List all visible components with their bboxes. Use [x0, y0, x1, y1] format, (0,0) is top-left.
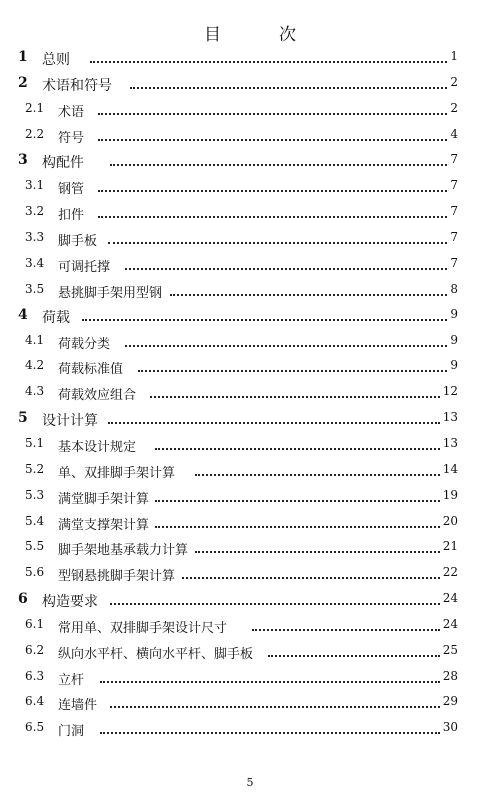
toc-entry-number: 5.1 [25, 436, 45, 450]
toc-entry-label: 门洞 [58, 724, 85, 739]
toc-entry-label: 术语和符号 [42, 78, 112, 94]
toc-entry-page: 29 [442, 694, 458, 708]
toc-entry-leader [82, 317, 447, 321]
toc-entry-label: 荷载标准值 [58, 362, 124, 377]
toc-entry-label: 满堂支撑架计算 [58, 518, 150, 533]
toc-entry-page: 21 [442, 539, 458, 553]
toc-entry-leader [130, 85, 447, 89]
toc-entry-page: 7 [450, 256, 458, 270]
toc-entry-number: 6.1 [25, 617, 45, 631]
toc-entry-leader [150, 394, 440, 398]
toc-entry [0, 49, 500, 69]
toc-entry-page: 20 [442, 514, 458, 528]
toc-entry-number: 6.5 [25, 720, 45, 734]
toc-entry-leader [170, 292, 447, 296]
toc-entry-label: 纵向水平杆、横向水平杆、脚手板 [58, 647, 254, 662]
toc-entry-label: 总则 [42, 52, 70, 68]
toc-entry-label: 扣件 [58, 208, 85, 223]
toc-entry-page: 28 [442, 669, 458, 683]
toc-entry-page: 12 [442, 384, 458, 398]
toc-entry-label: 悬挑脚手架用型钢 [58, 286, 163, 301]
toc-entry [0, 591, 500, 611]
toc-entry-number: 5.3 [25, 488, 45, 502]
toc-entry [0, 127, 500, 147]
toc-entry-label: 基本设计规定 [58, 440, 137, 455]
toc-entry-label: 荷载效应组合 [58, 388, 137, 403]
toc-title-part2: 次 [279, 25, 296, 45]
toc-entry-number: 6.3 [25, 669, 45, 683]
toc-entry-page: 2 [450, 101, 458, 115]
toc-entry-page: 1 [450, 49, 458, 63]
page-number: 5 [246, 776, 254, 789]
toc-entry [0, 256, 500, 276]
toc-entry-page: 19 [442, 488, 458, 502]
toc-entry-leader [268, 653, 440, 657]
toc-entry-page: 9 [450, 358, 458, 372]
toc-entry-leader [155, 524, 440, 528]
toc-entry [0, 307, 500, 327]
toc-entry-leader [90, 59, 447, 63]
toc-entry-page: 8 [450, 282, 458, 296]
toc-entry-number: 3 [18, 152, 28, 168]
toc-entry-page: 7 [450, 178, 458, 192]
toc-entry-number: 2.2 [25, 127, 45, 141]
toc-entry-number: 2 [18, 75, 28, 91]
toc-entry-label: 构造要求 [42, 594, 98, 610]
toc-entry-leader [100, 730, 440, 734]
toc-entry-number: 4.3 [25, 384, 45, 398]
toc-entry-leader [110, 601, 440, 605]
toc-entry [0, 384, 500, 404]
toc-entry-number: 5.6 [25, 565, 45, 579]
toc-entry-page: 24 [442, 591, 458, 605]
toc-entry-number: 5 [18, 410, 28, 426]
toc-entry-leader [98, 111, 447, 115]
toc-entry-leader [108, 420, 440, 424]
toc-entry-number: 5.5 [25, 539, 45, 553]
toc-entry [0, 410, 500, 430]
toc-entry-number: 2.1 [25, 101, 45, 115]
toc-entry-number: 4.2 [25, 358, 45, 372]
toc-entry-leader [108, 240, 447, 244]
toc-entry-label: 可调托撑 [58, 260, 111, 275]
toc-entry-number: 3.3 [25, 230, 45, 244]
toc-entry-page: 14 [442, 462, 458, 476]
toc-entry-number: 6 [18, 591, 28, 607]
toc-entry-leader [155, 446, 440, 450]
toc-entry-page: 2 [450, 75, 458, 89]
toc-entry-number: 4.1 [25, 333, 45, 347]
toc-entry-label: 符号 [58, 131, 85, 146]
toc-entry-leader [100, 679, 440, 683]
toc-entry-leader [125, 343, 447, 347]
toc-entry-page: 7 [450, 152, 458, 166]
toc-entry [0, 720, 500, 740]
toc-entry [0, 152, 500, 172]
toc-entry-label: 构配件 [42, 155, 84, 171]
toc-entry-page: 9 [450, 307, 458, 321]
toc-entry-number: 4 [18, 307, 28, 323]
toc-entry-leader [155, 498, 440, 502]
toc-entry [0, 204, 500, 224]
toc-entry-label: 钢管 [58, 182, 85, 197]
toc-entry-leader [110, 162, 447, 166]
toc-entry-leader [182, 575, 440, 579]
toc-entry-number: 3.2 [25, 204, 45, 218]
toc-entry-label: 连墙件 [58, 698, 98, 713]
toc-entry-leader [195, 472, 440, 476]
toc-entry [0, 539, 500, 559]
toc-entry-number: 5.4 [25, 514, 45, 528]
toc-entry [0, 643, 500, 663]
toc-entry-label: 荷载分类 [58, 337, 111, 352]
toc-entry-number: 3.4 [25, 256, 45, 270]
toc-entry [0, 514, 500, 534]
toc-entry-number: 3.5 [25, 282, 45, 296]
toc-entry [0, 358, 500, 378]
toc-entry [0, 75, 500, 95]
toc-entry-page: 24 [442, 617, 458, 631]
toc-entry-leader [98, 214, 447, 218]
toc-entry [0, 333, 500, 353]
toc-entry-label: 单、双排脚手架计算 [58, 466, 176, 481]
toc-entry-page: 13 [442, 436, 458, 450]
toc-entry-label: 常用单、双排脚手架设计尺寸 [58, 621, 228, 636]
toc-entry-number: 5.2 [25, 462, 45, 476]
toc-entry-number: 3.1 [25, 178, 45, 192]
toc-entry-page: 4 [450, 127, 458, 141]
toc-entry [0, 282, 500, 302]
toc-entry [0, 669, 500, 689]
toc-entry [0, 462, 500, 482]
toc-entry-label: 荷载 [42, 310, 70, 326]
toc-entry-leader [110, 704, 440, 708]
toc-entry-leader [252, 627, 440, 631]
toc-entry-label: 脚手架地基承载力计算 [58, 543, 189, 558]
toc-entry-leader [125, 266, 447, 270]
toc-entry-number: 1 [18, 49, 28, 65]
toc-entry-page: 9 [450, 333, 458, 347]
toc-entry-leader [195, 549, 440, 553]
toc-title-part1: 目 [204, 25, 221, 45]
toc-entry [0, 488, 500, 508]
toc-entry-page: 22 [442, 565, 458, 579]
toc-entry-label: 立杆 [58, 673, 85, 688]
toc-entry [0, 178, 500, 198]
toc-entry-page: 13 [442, 410, 458, 424]
toc-entry-number: 6.4 [25, 694, 45, 708]
toc-entry-leader [138, 368, 447, 372]
toc-entry-leader [98, 188, 447, 192]
toc-entry-page: 25 [442, 643, 458, 657]
toc-entry-label: 脚手板 [58, 234, 98, 249]
toc-entry-page: 7 [450, 204, 458, 218]
toc-entry [0, 694, 500, 714]
toc-entry [0, 230, 500, 250]
toc-entry-label: 满堂脚手架计算 [58, 492, 150, 507]
toc-entry [0, 436, 500, 456]
toc-entry-label: 设计计算 [42, 413, 98, 429]
toc-entry-leader [98, 137, 447, 141]
toc-entry [0, 617, 500, 637]
toc-entry-number: 6.2 [25, 643, 45, 657]
toc-entry-page: 7 [450, 230, 458, 244]
toc-entry-label: 术语 [58, 105, 85, 120]
toc-entry-page: 30 [442, 720, 458, 734]
toc-entry [0, 101, 500, 121]
toc-entry-label: 型钢悬挑脚手架计算 [58, 569, 176, 584]
toc-entry [0, 565, 500, 585]
